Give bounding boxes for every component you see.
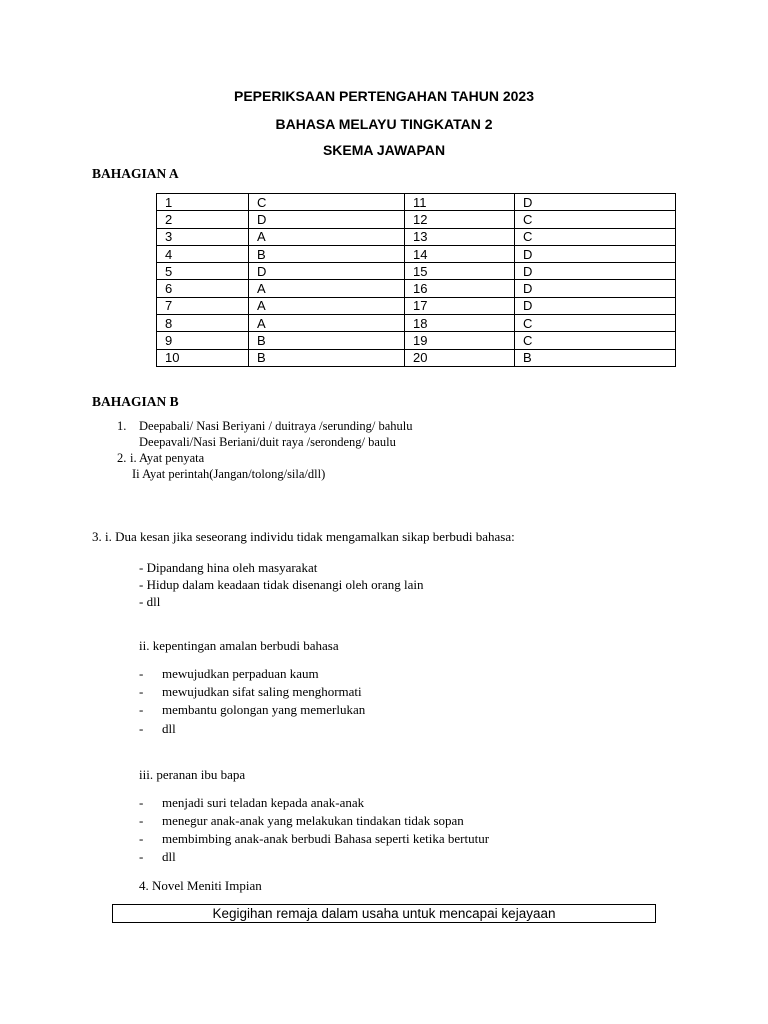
question-number-cell: 2 (157, 211, 249, 228)
exam-title: PEPERIKSAAN PERTENGAHAN TAHUN 2023 (233, 88, 534, 104)
answer-cell: B (515, 349, 676, 366)
q3-iii-bullet: - (139, 795, 144, 810)
q3-ii-bullet: - (139, 721, 144, 736)
answer-cell: D (515, 297, 676, 314)
q3-ii-title: ii. kepentingan amalan berbudi bahasa (139, 638, 339, 653)
table-row (157, 211, 676, 228)
question-number-cell: 4 (157, 245, 249, 262)
question-number-cell: 9 (157, 332, 249, 349)
q3-i-item: - Dipandang hina oleh masyarakat (139, 560, 318, 575)
q3-i-item: - Hidup dalam keadaan tidak disenangi oleh orang lain (139, 577, 424, 592)
q2-answer-line1: i. Ayat penyata (130, 451, 205, 465)
q3-ii-bullet: - (139, 684, 144, 699)
q2-answer-line2: Ii Ayat perintah(Jangan/tolong/sila/dll) (132, 467, 326, 481)
section-a-heading: BAHAGIAN A (92, 166, 179, 181)
q3-ii-item: mewujudkan perpaduan kaum (162, 666, 319, 681)
question-number-cell: 19 (405, 332, 515, 349)
table-row (157, 245, 676, 262)
q1-answer-line2: Deepavali/Nasi Beriani/duit raya /serondeng/ baulu (139, 435, 396, 449)
question-number-cell: 14 (405, 245, 515, 262)
q3-i-item: - dll (139, 594, 161, 609)
q4-title: 4. Novel Meniti Impian (139, 878, 262, 893)
table-row (157, 297, 676, 314)
question-number-cell: 5 (157, 263, 249, 280)
q3-ii-bullet: - (139, 666, 144, 681)
q1-number: 1. (117, 419, 127, 433)
q3-ii-item: mewujudkan sifat saling menghormati (162, 684, 362, 699)
q2-number: 2. (117, 451, 127, 465)
q3-iii-bullet: - (139, 813, 144, 828)
answer-cell: D (515, 245, 676, 262)
answer-cell: C (515, 332, 676, 349)
q3-iii-bullet: - (139, 849, 144, 864)
answer-cell: D (515, 194, 676, 211)
answer-cell: C (249, 194, 405, 211)
question-number-cell: 20 (405, 349, 515, 366)
table-row (157, 194, 676, 211)
answer-cell: A (249, 315, 405, 332)
section-b-heading: BAHAGIAN B (92, 394, 179, 409)
table-row (157, 280, 676, 297)
question-number-cell: 7 (157, 297, 249, 314)
table-row (157, 228, 676, 245)
question-number-cell: 1 (157, 194, 249, 211)
answer-cell: C (515, 211, 676, 228)
q3-ii-item: membantu golongan yang memerlukan (162, 702, 366, 717)
question-number-cell: 12 (405, 211, 515, 228)
q3-i-title: 3. i. Dua kesan jika seseorang individu tidak mengamalkan sikap berbudi bahasa: (92, 529, 515, 544)
question-number-cell: 8 (157, 315, 249, 332)
question-number-cell: 6 (157, 280, 249, 297)
answer-cell: B (249, 349, 405, 366)
q3-iii-item: menegur anak-anak yang melakukan tindakan tidak sopan (162, 813, 464, 828)
q3-iii-title: iii. peranan ibu bapa (139, 767, 246, 782)
answer-cell: D (515, 263, 676, 280)
question-number-cell: 17 (405, 297, 515, 314)
answer-table (156, 193, 676, 367)
q3-iii-item: membimbing anak-anak berbudi Bahasa seperti ketika bertutur (162, 831, 490, 846)
answer-cell: A (249, 228, 405, 245)
question-number-cell: 18 (405, 315, 515, 332)
q3-iii-bullet: - (139, 831, 144, 846)
question-number-cell: 15 (405, 263, 515, 280)
answer-cell: C (515, 228, 676, 245)
question-number-cell: 16 (405, 280, 515, 297)
subject-title: BAHASA MELAYU TINGKATAN 2 (275, 116, 493, 132)
q3-iii-item: menjadi suri teladan kepada anak-anak (162, 795, 365, 810)
answer-cell: B (249, 245, 405, 262)
answer-cell: C (515, 315, 676, 332)
answer-cell: A (249, 280, 405, 297)
q4-answer-box: Kegigihan remaja dalam usaha untuk mencapai kejayaan (112, 904, 656, 923)
question-number-cell: 11 (405, 194, 515, 211)
question-number-cell: 10 (157, 349, 249, 366)
answer-cell: D (515, 280, 676, 297)
question-number-cell: 13 (405, 228, 515, 245)
table-row (157, 263, 676, 280)
answer-cell: D (249, 263, 405, 280)
answer-cell: B (249, 332, 405, 349)
q3-ii-item: dll (162, 721, 176, 736)
table-row (157, 349, 676, 366)
q3-ii-bullet: - (139, 702, 144, 717)
table-row (157, 315, 676, 332)
answer-cell: D (249, 211, 405, 228)
scheme-title: SKEMA JAWAPAN (322, 142, 446, 158)
q1-answer-line1: Deepabali/ Nasi Beriyani / duitraya /serunding/ bahulu (139, 419, 413, 433)
answer-cell: A (249, 297, 405, 314)
q3-iii-item: dll (162, 849, 176, 864)
table-row (157, 332, 676, 349)
question-number-cell: 3 (157, 228, 249, 245)
